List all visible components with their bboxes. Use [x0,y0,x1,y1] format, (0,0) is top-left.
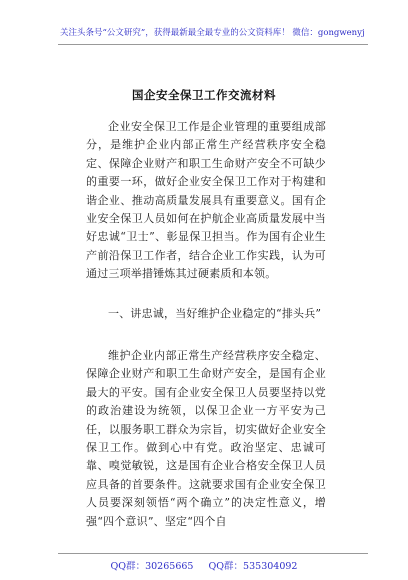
footer [0,558,408,572]
document-title: 国企安全保卫工作交流材料 [132,88,276,102]
footer-divider [58,553,368,554]
header-divider [58,44,368,45]
header-banner: 关注头条号“公文研究”，获得最新最全最专业的公文资料库！ 微信：gongwenyj [60,28,365,38]
section-heading-1: 一、讲忠诚，当好维护企业稳定的“排头兵” [108,307,322,320]
paragraph-section-1: 维护企业内部正常生产经营秩序安全稳定、保障企业财产和职工生命财产安全，是国有企业最大的平安。国有企业安全保卫人员要坚持以党的政治建设为统领，以保卫企业一方平安为己任，以服务职工群众为宗旨，切实做好企业安全保卫工作。做到心中有党。政治坚定、忠诚可靠、嗅觉敏锐，这是国有企业合格安全保卫人员应具备的首要条件。这就要求国有企业安全保卫人员要深刻领悟“两个确立”的决定性意义，增强“四个意识”、坚定“四个自 [86,349,326,528]
footer-qq-group-1: QQ群：30265665 [110,561,194,572]
footer-qq-group-2: QQ群：535304092 [208,561,298,572]
paragraph-intro: 企业安全保卫工作是企业管理的重要组成部分，是维护企业内部正常生产经营秩序安全稳定、保障企业财产和职工生命财产安全不可缺少的重要一环，做好企业安全保卫工作对于构建和谐企业、推动高质量发展具有重要意义。国有企业安全保卫人员如何在护航企业高质量发展中当好忠诚“卫士”、彰显保卫担当。作为国有企业生产前沿保卫工作者，结合企业工作实践，认为可通过三项举措锤炼其过硬素质和本领。 [86,120,326,281]
